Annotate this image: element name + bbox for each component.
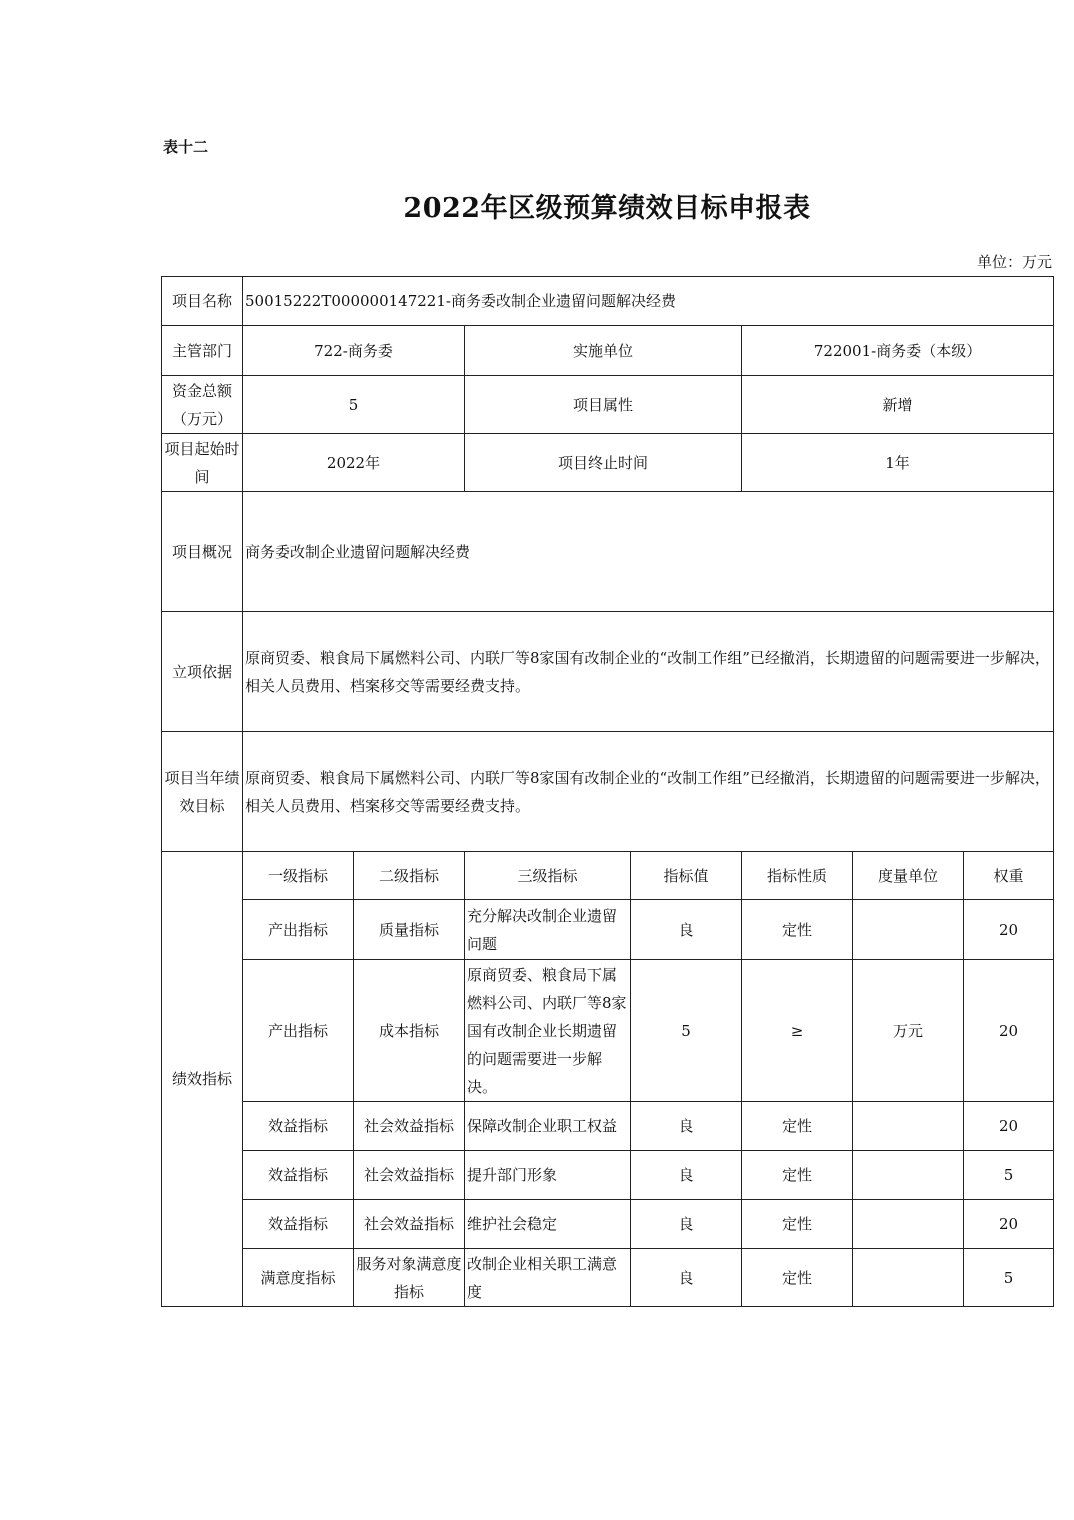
level3-cell: 原商贸委、粮食局下属燃料公司、内联厂等8家国有改制企业长期遗留的问题需要进一步解决。 — [465, 960, 631, 1102]
unit-cell — [853, 900, 964, 960]
basis-label: 立项依据 — [162, 612, 243, 732]
unit-cell — [853, 1200, 964, 1249]
level1-cell: 效益指标 — [243, 1151, 354, 1200]
level3-cell: 改制企业相关职工满意度 — [465, 1249, 631, 1307]
level1-cell: 产出指标 — [243, 960, 354, 1102]
basis-row — [162, 612, 1054, 732]
value-cell: 良 — [631, 1200, 742, 1249]
start-time-value: 2022年 — [243, 434, 465, 492]
weight-cell: 20 — [964, 960, 1054, 1102]
header-level3: 三级指标 — [465, 852, 631, 900]
nature-cell: 定性 — [742, 1102, 853, 1151]
project-attribute-value: 新增 — [742, 376, 1054, 434]
project-attribute-label: 项目属性 — [465, 376, 742, 434]
value-cell: 5 — [631, 960, 742, 1102]
level3-cell: 充分解决改制企业遗留问题 — [465, 900, 631, 960]
overview-value: 商务委改制企业遗留问题解决经费 — [243, 492, 1054, 612]
unit-cell — [853, 1102, 964, 1151]
fund-total-value: 5 — [243, 376, 465, 434]
weight-cell: 20 — [964, 900, 1054, 960]
value-cell: 良 — [631, 900, 742, 960]
unit-cell: 万元 — [853, 960, 964, 1102]
project-name-label: 项目名称 — [162, 277, 243, 326]
fund-total-label: 资金总额（万元） — [162, 376, 243, 434]
level2-cell: 社会效益指标 — [354, 1200, 465, 1249]
value-cell: 良 — [631, 1249, 742, 1307]
department-label: 主管部门 — [162, 326, 243, 376]
overview-label: 项目概况 — [162, 492, 243, 612]
nature-cell: ≥ — [742, 960, 853, 1102]
budget-form-table — [161, 276, 1054, 1307]
unit-cell — [853, 1151, 964, 1200]
level3-cell: 维护社会稳定 — [465, 1200, 631, 1249]
weight-cell: 20 — [964, 1200, 1054, 1249]
header-weight: 权重 — [964, 852, 1054, 900]
nature-cell: 定性 — [742, 1200, 853, 1249]
goal-label: 项目当年绩效目标 — [162, 732, 243, 852]
implementing-unit-value: 722001-商务委（本级） — [742, 326, 1054, 376]
implementing-unit-label: 实施单位 — [465, 326, 742, 376]
table-row — [162, 1249, 1054, 1307]
header-level1: 一级指标 — [243, 852, 354, 900]
nature-cell: 定性 — [742, 900, 853, 960]
value-cell: 良 — [631, 1151, 742, 1200]
level3-cell: 提升部门形象 — [465, 1151, 631, 1200]
indicators-section-label: 绩效指标 — [162, 852, 243, 1307]
goal-row — [162, 732, 1054, 852]
level3-cell: 保障改制企业职工权益 — [465, 1102, 631, 1151]
unit-cell — [853, 1249, 964, 1307]
value-cell: 良 — [631, 1102, 742, 1151]
end-time-label: 项目终止时间 — [465, 434, 742, 492]
level1-cell: 产出指标 — [243, 900, 354, 960]
department-row — [162, 326, 1054, 376]
start-time-label: 项目起始时间 — [162, 434, 243, 492]
project-name-value: 50015222T000000147221-商务委改制企业遗留问题解决经费 — [243, 277, 1054, 326]
level2-cell: 社会效益指标 — [354, 1151, 465, 1200]
indicator-header-row — [162, 852, 1054, 900]
fund-row — [162, 376, 1054, 434]
weight-cell: 5 — [964, 1151, 1054, 1200]
header-level2: 二级指标 — [354, 852, 465, 900]
page-title: 2022年区级预算绩效目标申报表 — [403, 193, 811, 224]
table-row — [162, 900, 1054, 960]
end-time-value: 1年 — [742, 434, 1054, 492]
period-row — [162, 434, 1054, 492]
table-row — [162, 1102, 1054, 1151]
basis-value: 原商贸委、粮食局下属燃料公司、内联厂等8家国有改制企业的“改制工作组”已经撤消，长期遗留的问题需要进一步解决，相关人员费用、档案移交等需要经费支持。 — [243, 612, 1054, 732]
table-row — [162, 1200, 1054, 1249]
table-row — [162, 960, 1054, 1102]
project-name-row — [162, 277, 1054, 326]
nature-cell: 定性 — [742, 1151, 853, 1200]
nature-cell: 定性 — [742, 1249, 853, 1307]
document-label: 表十二 — [163, 138, 209, 156]
goal-value: 原商贸委、粮食局下属燃料公司、内联厂等8家国有改制企业的“改制工作组”已经撤消，长期遗留的问题需要进一步解决，相关人员费用、档案移交等需要经费支持。 — [243, 732, 1054, 852]
header-value: 指标值 — [631, 852, 742, 900]
level2-cell: 成本指标 — [354, 960, 465, 1102]
level2-cell: 质量指标 — [354, 900, 465, 960]
weight-cell: 5 — [964, 1249, 1054, 1307]
unit-note: 单位：万元 — [976, 253, 1052, 271]
level2-cell: 社会效益指标 — [354, 1102, 465, 1151]
level1-cell: 效益指标 — [243, 1200, 354, 1249]
header-nature: 指标性质 — [742, 852, 853, 900]
weight-cell: 20 — [964, 1102, 1054, 1151]
table-row — [162, 1151, 1054, 1200]
department-value: 722-商务委 — [243, 326, 465, 376]
header-unit: 度量单位 — [853, 852, 964, 900]
overview-row — [162, 492, 1054, 612]
level1-cell: 效益指标 — [243, 1102, 354, 1151]
level2-cell: 服务对象满意度指标 — [354, 1249, 465, 1307]
level1-cell: 满意度指标 — [243, 1249, 354, 1307]
